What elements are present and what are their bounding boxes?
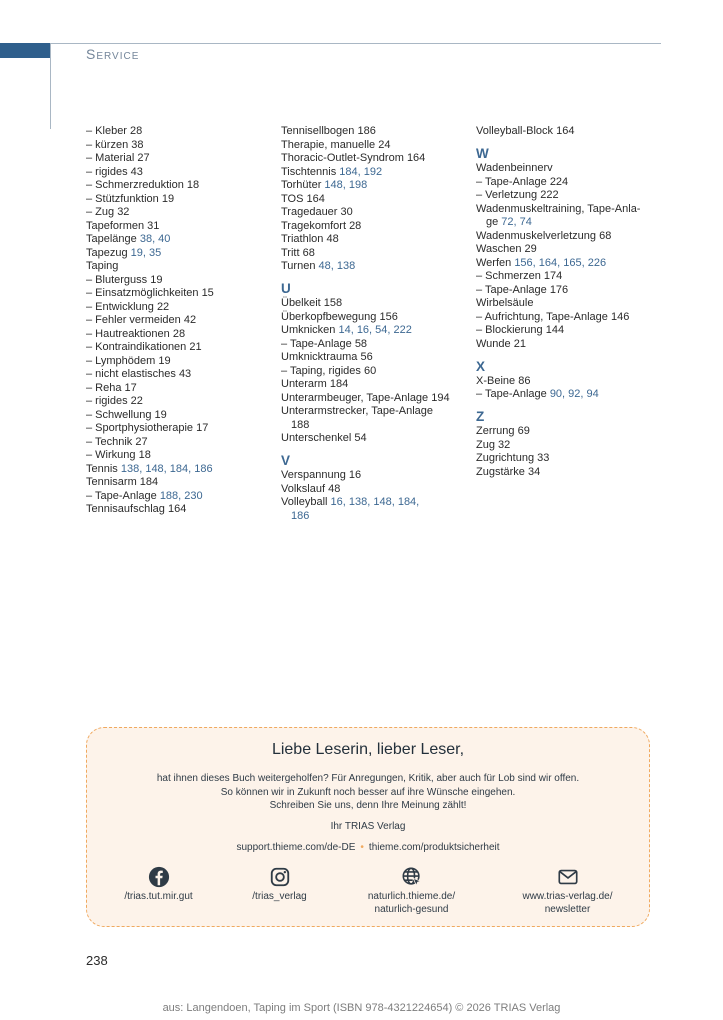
index-entry xyxy=(86,193,276,207)
index-page-numbers: 29 xyxy=(524,243,537,255)
social-label-line[interactable]: newsletter xyxy=(544,904,591,915)
index-page-numbers: 148, 198 xyxy=(324,179,368,191)
index-entry xyxy=(476,388,666,402)
index-page-numbers: 19 xyxy=(158,354,171,367)
index-entry-line: Verspannung 16 xyxy=(281,469,362,481)
index-entry xyxy=(281,206,471,220)
index-entry-line: – Schwellung 19 xyxy=(86,408,167,421)
box-message-line: hat ihnen dieses Buch weitergeholfen? Für Anregungen, Kritik, aber auch für Lob sind wir offen. xyxy=(156,773,580,784)
index-page-numbers: 164 xyxy=(306,192,325,205)
index-entry-line: Unterarm 184 xyxy=(281,378,349,390)
index-section-letter: V xyxy=(281,453,291,468)
index-entry xyxy=(281,469,471,483)
index-entry-line: Tennisellbogen 186 xyxy=(281,125,376,137)
index-entry-line: Umknicktrauma 56 xyxy=(281,351,373,363)
index-entry-line: – Kontraindikationen 21 xyxy=(86,341,202,353)
index-entry-line: – Bluterguss 19 xyxy=(86,273,163,286)
source-footer: aus: Langendoen, Taping im Sport (ISBN 978-4321224654) © 2026 TRIAS Verlag xyxy=(162,1002,561,1014)
index-page-numbers: 48 xyxy=(328,482,341,495)
index-entry xyxy=(86,301,276,315)
index-entry xyxy=(86,328,276,342)
index-entry xyxy=(86,355,276,369)
index-entry xyxy=(476,162,666,176)
page-number: 238 xyxy=(86,953,108,968)
index-page-numbers: 69 xyxy=(517,425,530,437)
index-page-numbers: 146 xyxy=(610,310,630,323)
index-entry xyxy=(281,351,471,365)
reader-feedback-box xyxy=(86,727,650,927)
index-entry xyxy=(86,476,276,490)
index-entry xyxy=(281,365,471,379)
index-page-numbers: 156 xyxy=(379,310,398,323)
index-entry-line: Turnen 48, 138 xyxy=(281,260,356,272)
index-entry xyxy=(86,382,276,396)
index-entry xyxy=(476,466,666,480)
index-entry-line: Wirbelsäule xyxy=(476,297,534,309)
index-page-numbers: 18 xyxy=(138,449,151,461)
index-entry xyxy=(281,233,471,247)
index-entry-line: – Fehler vermeiden 42 xyxy=(86,314,197,326)
index-page-numbers: 27 xyxy=(137,152,150,164)
index-entry-line: – Reha 17 xyxy=(86,381,137,394)
index-entry-line: Waschen 29 xyxy=(476,243,537,255)
index-entry-line: – nicht elastisches 43 xyxy=(86,368,192,380)
box-message-line: Schreiben Sie uns, denn Ihre Meinung zählt! xyxy=(269,800,467,811)
box-title: Liebe Leserin, lieber Leser, xyxy=(271,741,465,758)
social-label[interactable] xyxy=(332,890,492,916)
index-entry-line: Taping xyxy=(86,260,119,272)
box-signature: Ihr TRIAS Verlag xyxy=(330,821,406,832)
index-entry xyxy=(281,193,471,207)
social-website[interactable] xyxy=(332,866,492,916)
index-page-numbers: 28 xyxy=(349,219,362,232)
index-page-numbers: 27 xyxy=(135,435,148,448)
index-entry xyxy=(86,287,276,301)
index-page-numbers: 24 xyxy=(378,138,391,151)
index-entry xyxy=(476,270,666,284)
index-page-numbers: 68 xyxy=(302,246,315,259)
index-page-numbers: 16 xyxy=(348,469,362,481)
index-entry-line: Werfen 156, 164, 165, 226 xyxy=(476,256,607,269)
index-page-numbers: 60 xyxy=(363,364,377,377)
index-entry-line: – Zug 32 xyxy=(86,206,130,218)
index-entry xyxy=(86,449,276,463)
index-entry xyxy=(476,230,666,244)
index-entry xyxy=(86,125,276,139)
facebook-icon xyxy=(148,866,170,888)
index-page-numbers: 32 xyxy=(498,438,511,451)
index-page-numbers: 86 xyxy=(518,374,531,387)
index-page-numbers: 158 xyxy=(323,297,343,309)
index-entry xyxy=(476,189,666,203)
index-entry-line: – Tape-Anlage 58 xyxy=(281,337,368,350)
index-entry-line: Volleyball 16, 138, 148, 184, xyxy=(281,496,420,508)
index-page-numbers: 19 xyxy=(150,273,163,286)
index-entry-line: – Aufrichtung, Tape-Anlage 146 xyxy=(476,310,630,323)
index-entry-line: Volleyball-Block 164 xyxy=(476,125,575,137)
index-entry-line: – Taping, rigides 60 xyxy=(281,364,377,377)
index-page-numbers: 68 xyxy=(599,229,612,242)
header-rule xyxy=(50,43,661,44)
index-entry xyxy=(86,422,276,436)
index-column xyxy=(86,125,276,517)
index-entry-line: Torhüter 148, 198 xyxy=(281,179,368,191)
index-page-numbers: 31 xyxy=(147,219,160,232)
index-entry xyxy=(86,247,276,261)
index-entry-line: – Einsatzmöglichkeiten 15 xyxy=(86,287,214,299)
index-entry-line: Wadenmuskeltraining, Tape-Anla- xyxy=(476,202,641,215)
index-page-numbers: 72, 74 xyxy=(501,216,532,228)
index-entry-line: Tennisaufschlag 164 xyxy=(86,503,187,515)
index-page-numbers: 184 xyxy=(329,378,349,390)
index-entry-line: Tapelänge 38, 40 xyxy=(86,233,171,245)
index-page-numbers: 48, 138 xyxy=(318,260,356,272)
social-label-line[interactable]: naturlich-gesund xyxy=(374,904,449,915)
index-entry xyxy=(86,463,276,477)
index-page-numbers: 164 xyxy=(167,503,187,515)
index-page-numbers: 194 xyxy=(431,391,450,404)
index-entry-line: – rigides 43 xyxy=(86,165,143,178)
index-entry xyxy=(281,139,471,153)
index-entry xyxy=(86,152,276,166)
index-entry-line: – Schmerzen 174 xyxy=(476,270,563,282)
social-label-line[interactable]: naturlich.thieme.de/ xyxy=(367,891,456,902)
index-page-numbers: 184 xyxy=(139,476,159,488)
index-entry-line: – Lymphödem 19 xyxy=(86,354,171,367)
index-entry-line: – Tape-Anlage 90, 92, 94 xyxy=(476,388,599,400)
index-page-numbers: 43 xyxy=(178,368,192,380)
index-page-numbers: 43 xyxy=(130,165,143,178)
social-newsletter[interactable] xyxy=(488,866,648,916)
index-page-numbers: 144 xyxy=(545,324,565,336)
product-safety-link[interactable]: thieme.com/produktsicherheit xyxy=(368,842,500,853)
index-entry xyxy=(86,233,276,247)
index-entry xyxy=(86,409,276,423)
index-entry-line: Volkslauf 48 xyxy=(281,482,341,495)
instagram-icon xyxy=(269,866,291,888)
index-entry xyxy=(86,166,276,180)
index-entry-line: Unterschenkel 54 xyxy=(281,432,367,444)
index-entry-line: – Technik 27 xyxy=(86,435,148,448)
index-entry-line: – Stützfunktion 19 xyxy=(86,192,175,205)
index-entry xyxy=(476,425,666,439)
index-entry-line: Zugstärke 34 xyxy=(476,465,541,478)
index-entry-line: – Sportphysiotherapie 17 xyxy=(86,422,209,434)
index-entry xyxy=(281,247,471,261)
index-entry-line: Tennis 138, 148, 184, 186 xyxy=(86,462,213,475)
index-entry-line: Unterarmstrecker, Tape-Anlage xyxy=(281,405,434,417)
index-column xyxy=(476,125,666,479)
index-entry xyxy=(281,432,471,446)
index-page-numbers: 56 xyxy=(360,351,373,363)
index-page-numbers: 186 xyxy=(291,509,310,522)
index-section-letter: X xyxy=(476,358,486,374)
index-entry-line: Wadenmuskelverletzung 68 xyxy=(476,229,612,242)
index-entry xyxy=(281,179,471,193)
index-entry xyxy=(476,243,666,257)
index-entry xyxy=(281,496,471,523)
index-page-numbers: 174 xyxy=(543,270,563,282)
index-page-numbers: 22 xyxy=(130,395,143,407)
index-entry xyxy=(281,152,471,166)
index-page-numbers: 222 xyxy=(540,189,559,201)
index-entry-line: Tennisarm 184 xyxy=(86,476,159,488)
index-entry xyxy=(476,311,666,325)
index-page-numbers: 30 xyxy=(340,206,353,218)
index-entry-line: Zugrichtung 33 xyxy=(476,452,550,464)
index-page-numbers: 188, 230 xyxy=(159,489,203,502)
index-entry-line: – Wirkung 18 xyxy=(86,449,151,461)
index-section-letter: Z xyxy=(476,409,485,424)
social-label[interactable]: /trias_verlag xyxy=(252,891,307,902)
index-entry-line: Tragekomfort 28 xyxy=(281,219,362,232)
bullet-separator: • xyxy=(360,842,364,853)
index-entry xyxy=(86,368,276,382)
index-entry xyxy=(86,220,276,234)
index-entry xyxy=(281,324,471,338)
index-page-numbers: 176 xyxy=(549,283,569,296)
box-message-line: So können wir in Zukunft noch besser auf ihre Wünsche eingehen. xyxy=(220,786,516,798)
index-entry-continuation: ge 72, 74 xyxy=(486,216,532,228)
index-entry-line: – Kleber 28 xyxy=(86,125,143,137)
index-page-numbers: 21 xyxy=(189,341,202,353)
index-entry-line: Thoracic-Outlet-Syndrom 164 xyxy=(281,152,426,164)
index-entry xyxy=(281,483,471,497)
index-section-letter: U xyxy=(281,281,291,296)
index-page-numbers: 19, 35 xyxy=(130,246,162,259)
index-entry-line: – kürzen 38 xyxy=(86,138,144,151)
box-message xyxy=(87,772,649,813)
index-entry-line: Tischtennis 184, 192 xyxy=(281,165,383,178)
index-page-numbers: 15 xyxy=(201,287,214,299)
index-entry xyxy=(86,503,276,517)
index-page-numbers: 138, 148, 184, 186 xyxy=(120,462,213,475)
index-page-numbers: 164 xyxy=(556,125,575,137)
index-entry xyxy=(86,314,276,328)
index-page-numbers: 224 xyxy=(549,175,569,188)
index-entry xyxy=(281,260,471,274)
index-page-numbers: 17 xyxy=(124,381,137,394)
index-entry xyxy=(476,176,666,190)
index-page-numbers: 164 xyxy=(406,152,426,164)
index-entry xyxy=(281,125,471,139)
index-entry xyxy=(476,452,666,466)
index-entry xyxy=(86,436,276,450)
index-page-numbers: 48 xyxy=(326,233,339,245)
index-entry-line: Therapie, manuelle 24 xyxy=(281,138,391,151)
index-entry xyxy=(476,338,666,352)
index-page-numbers: 188 xyxy=(291,418,310,431)
index-entry xyxy=(281,378,471,392)
index-entry xyxy=(86,395,276,409)
index-entry xyxy=(86,274,276,288)
index-entry-line: X-Beine 86 xyxy=(476,374,531,387)
index-page-numbers: 28 xyxy=(172,327,186,340)
index-page-numbers: 38 xyxy=(131,138,144,151)
index-entry-line: – Schmerzreduktion 18 xyxy=(86,179,200,191)
index-page-numbers: 32 xyxy=(117,206,130,218)
index-entry xyxy=(476,203,666,230)
index-entry-line: – Entwicklung 22 xyxy=(86,300,170,313)
index-entry xyxy=(476,284,666,298)
index-page-numbers: 22 xyxy=(156,300,170,313)
index-entry-line: Überkopfbewegung 156 xyxy=(281,310,398,323)
index-entry-line: Tapezug 19, 35 xyxy=(86,246,162,259)
index-entry xyxy=(86,260,276,274)
index-entry xyxy=(86,206,276,220)
index-entry-line: – rigides 22 xyxy=(86,395,143,407)
index-entry-line: – Tape-Anlage 188, 230 xyxy=(86,489,203,502)
index-page-numbers: 184, 192 xyxy=(339,165,383,178)
section-title: Service xyxy=(86,46,140,62)
index-entry xyxy=(281,338,471,352)
index-entry xyxy=(281,297,471,311)
index-page-numbers: 156, 164, 165, 226 xyxy=(514,256,607,269)
index-page-numbers: 34 xyxy=(527,465,541,478)
header-color-bar xyxy=(0,43,51,58)
index-entry-line: Wunde 21 xyxy=(476,337,526,350)
index-entry xyxy=(476,324,666,338)
index-entry xyxy=(281,166,471,180)
social-label[interactable]: /trias.tut.mir.gut xyxy=(124,891,193,902)
index-entry xyxy=(281,220,471,234)
index-page-numbers: 54 xyxy=(354,432,367,444)
index-page-numbers: 14, 16, 54, 222 xyxy=(338,324,412,336)
index-page-numbers: 58 xyxy=(354,337,368,350)
index-entry-line: Triathlon 48 xyxy=(281,233,339,245)
index-entry-line: – Tape-Anlage 176 xyxy=(476,283,569,296)
index-entry-line: Tritt 68 xyxy=(281,246,315,259)
index-page-numbers: 42 xyxy=(183,314,197,326)
index-entry-line: Tapeformen 31 xyxy=(86,219,160,232)
index-page-numbers: 19 xyxy=(154,408,167,421)
index-entry xyxy=(476,297,666,311)
social-label[interactable] xyxy=(488,890,648,916)
index-entry xyxy=(86,341,276,355)
header-vertical-rule xyxy=(50,43,51,129)
index-entry-line: – Blockierung 144 xyxy=(476,324,565,336)
social-label-line[interactable]: www.trias-verlag.de/ xyxy=(522,891,613,902)
index-page-numbers: 17 xyxy=(196,422,209,434)
globe-icon xyxy=(401,866,423,888)
index-entry-line: Zug 32 xyxy=(476,438,511,451)
index-page-numbers: 21 xyxy=(513,337,526,350)
index-page-numbers: 19 xyxy=(161,192,175,205)
index-page-numbers: 18 xyxy=(186,179,200,191)
index-page-numbers: 16, 138, 148, 184, xyxy=(330,496,420,508)
index-entry xyxy=(476,125,666,139)
index-entry xyxy=(476,257,666,271)
index-page-numbers: 33 xyxy=(537,452,550,464)
support-links xyxy=(87,841,649,854)
index-entry xyxy=(281,392,471,406)
index-entry xyxy=(281,311,471,325)
index-entry-line: Zerrung 69 xyxy=(476,425,530,437)
index-entry-line: TOS 164 xyxy=(281,192,325,205)
index-entry xyxy=(86,139,276,153)
index-entry-line: Wadenbeinnerv xyxy=(476,162,553,174)
index-entry-line: – Material 27 xyxy=(86,152,150,164)
index-entry-continuation xyxy=(281,419,471,433)
index-entry-line: – Tape-Anlage 224 xyxy=(476,175,569,188)
index-entry-line: Tragedauer 30 xyxy=(281,206,353,218)
index-entry-line: – Verletzung 222 xyxy=(476,189,559,201)
index-page-numbers: 38, 40 xyxy=(139,233,171,245)
support-link[interactable]: support.thieme.com/de-DE xyxy=(236,842,356,853)
index-column xyxy=(281,125,471,523)
index-page-numbers: 186 xyxy=(357,125,376,137)
index-entry-continuation xyxy=(281,510,471,524)
index-page-numbers: 90, 92, 94 xyxy=(549,388,599,400)
index-entry xyxy=(476,375,666,389)
index-entry xyxy=(281,405,471,432)
index-entry-line: Unterarmbeuger, Tape-Anlage 194 xyxy=(281,391,450,404)
index-section-letter: W xyxy=(476,146,489,161)
index-entry xyxy=(476,439,666,453)
index-entry-line: – Hautreaktionen 28 xyxy=(86,327,186,340)
index-page-numbers: 28 xyxy=(130,125,143,137)
index-entry-line: Übelkeit 158 xyxy=(281,297,343,309)
mail-icon xyxy=(557,866,579,888)
index-entry xyxy=(86,490,276,504)
index-entry xyxy=(86,179,276,193)
index-entry-line: Umknicken 14, 16, 54, 222 xyxy=(281,324,412,336)
